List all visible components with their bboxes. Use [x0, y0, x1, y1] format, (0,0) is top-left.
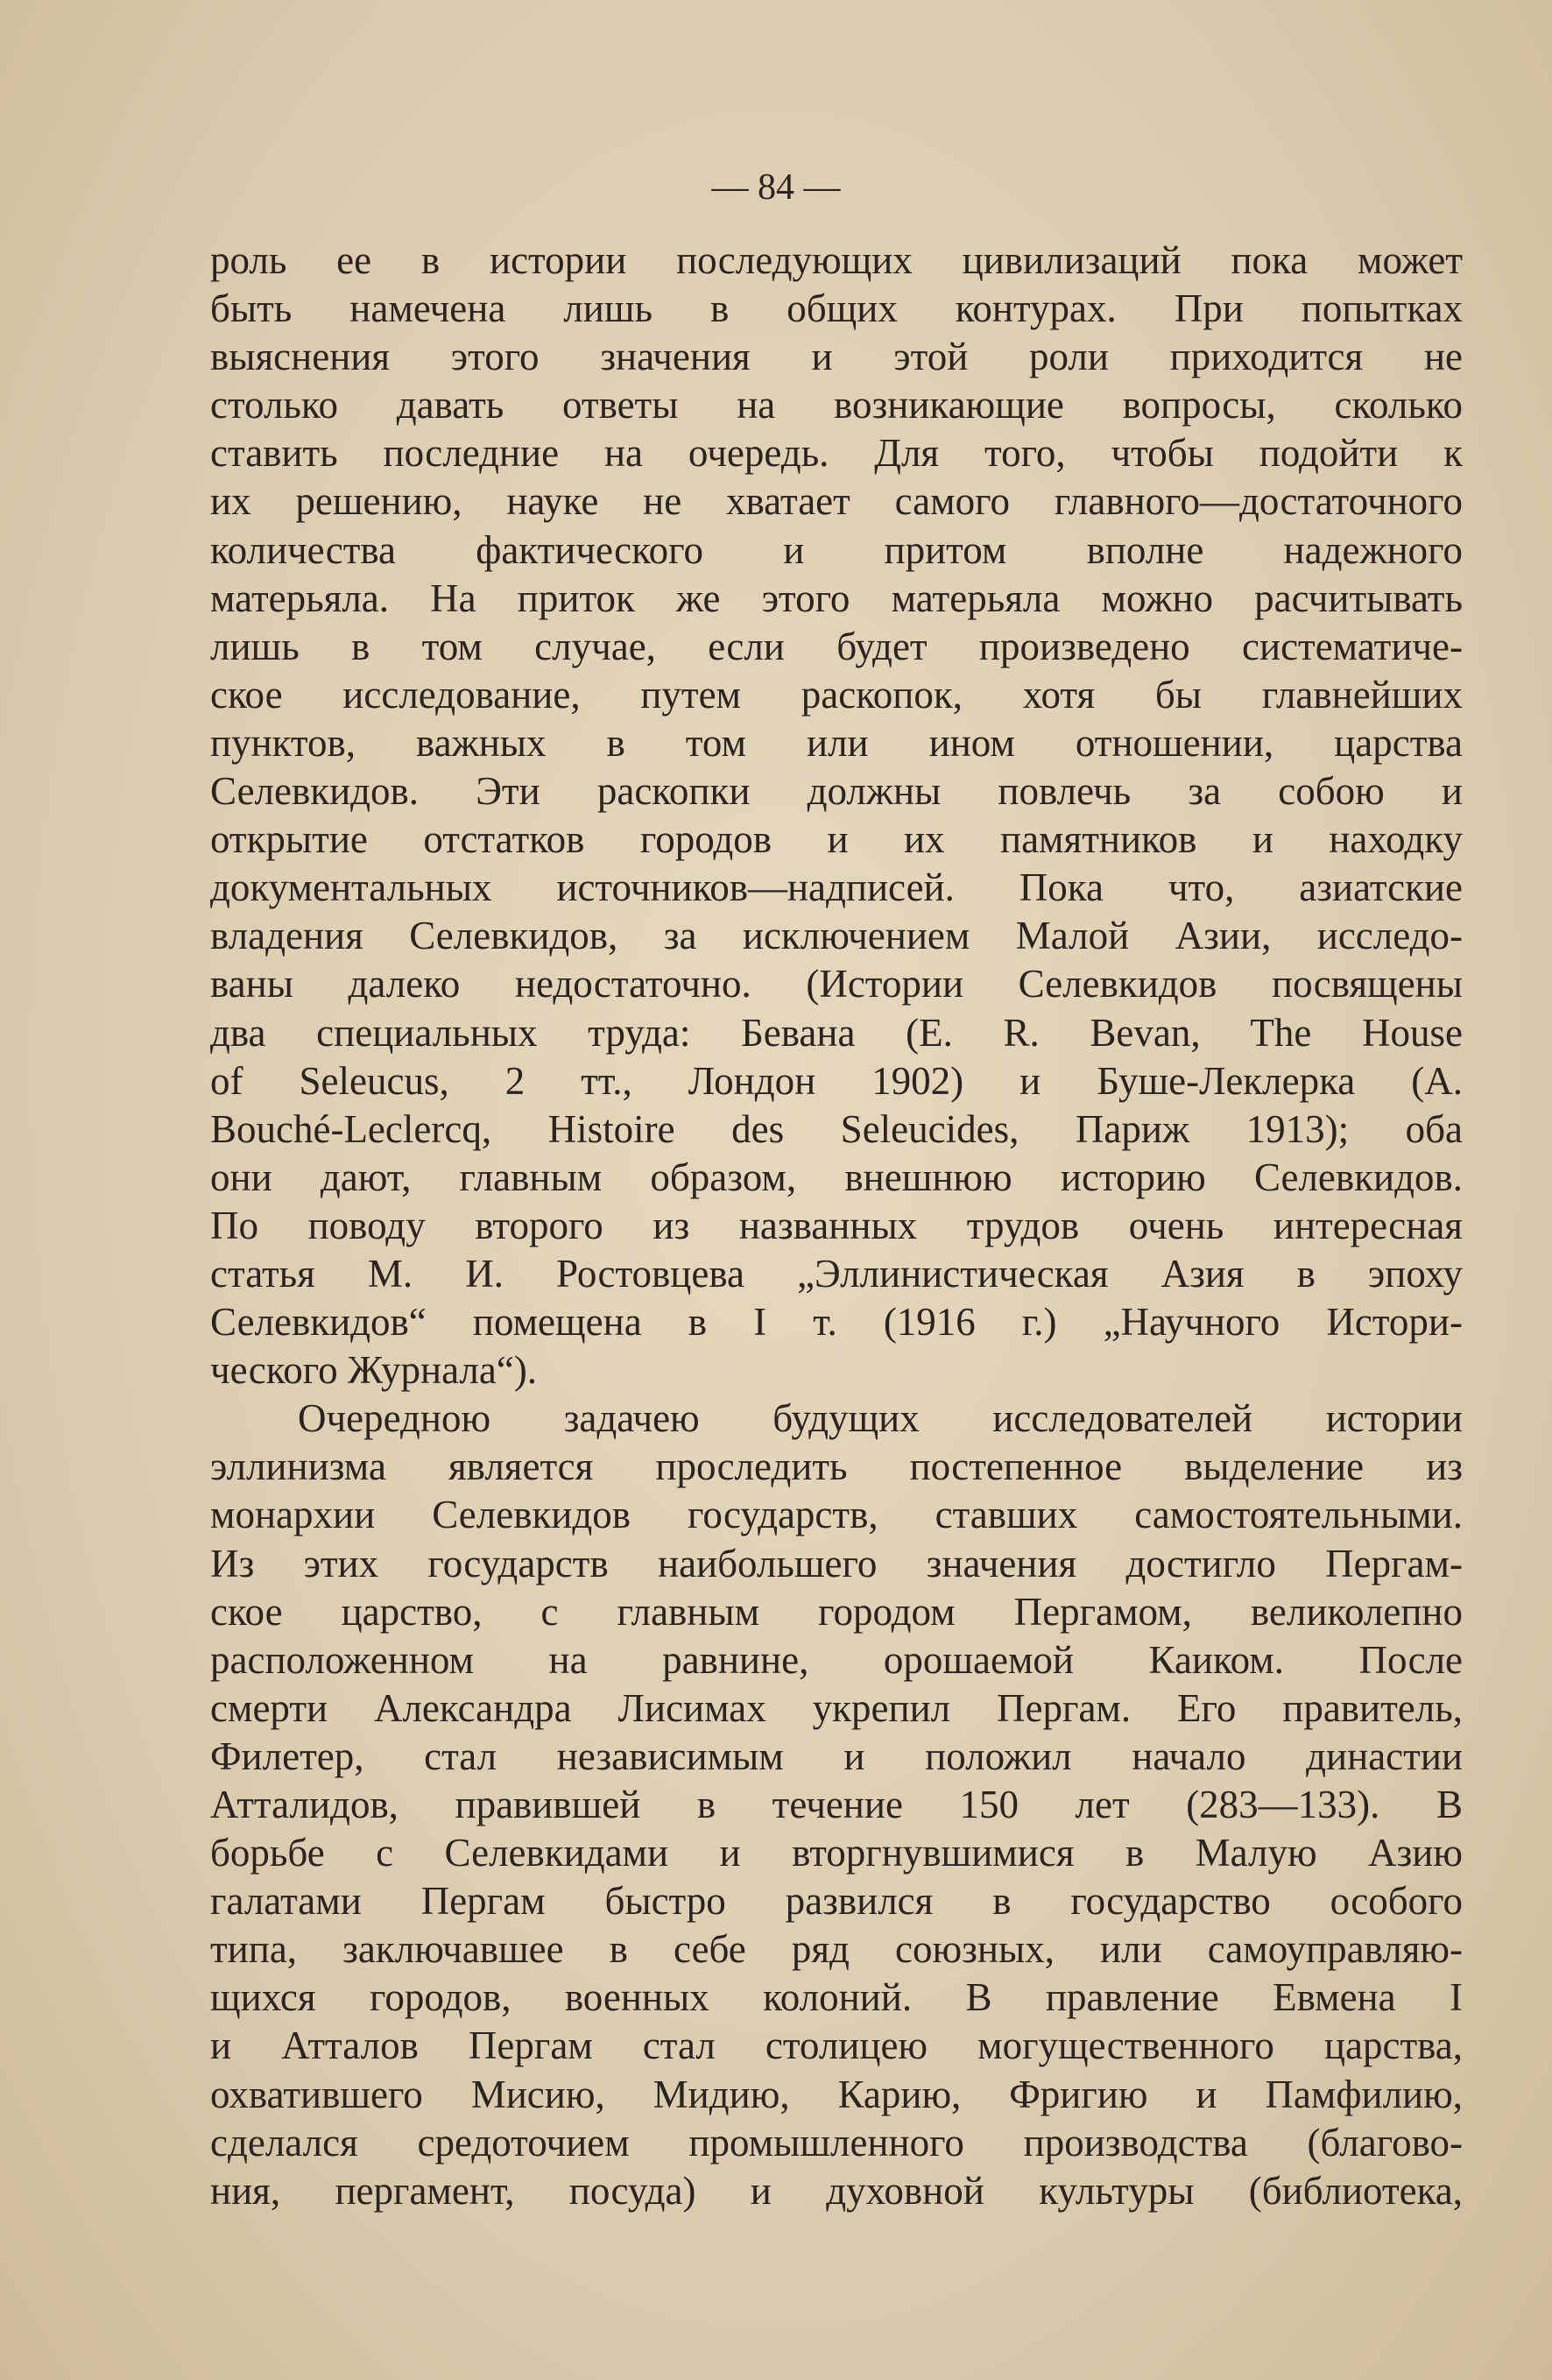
text-line: галатами Пергам быстро развился в государство особого	[210, 1879, 1463, 1924]
page-number: — 84 —	[711, 167, 841, 208]
text-line: пунктов, важных в том или ином отношении, царства	[210, 720, 1463, 765]
text-line: роль ее в истории последующих цивилизаций пока может	[210, 238, 1463, 282]
text-line: Атталидов, правившей в течение 150 лет (283—133). В	[210, 1783, 1463, 1826]
text-line: Селевкидов. Эти раскопки должны повлечь за собою и	[210, 769, 1463, 814]
text-line: их решению, науке не хватает самого главного—достаточного	[210, 479, 1463, 524]
text-line: столько давать ответы на возникающие вопросы, сколько	[210, 383, 1463, 427]
text-line: владения Селевкидов, за исключением Малой Азии, исследо-	[210, 914, 1463, 958]
text-line: статья М. И. Ростовцева „Эллинистическая Азия в эпоху	[210, 1251, 1463, 1296]
text-line: быть намечена лишь в общих контурах. При попытках	[210, 286, 1463, 331]
text-line: монархии Селевкидов государств, ставших самостоятельными.	[210, 1493, 1463, 1537]
text-line: выяснения этого значения и этой роли приходится не	[210, 335, 1463, 379]
text-line: ставить последние на очередь. Для того, чтобы подойти к	[210, 431, 1463, 476]
text-line: of Seleucus, 2 тт., Лондон 1902) и Буше-Леклерка (A.	[210, 1058, 1463, 1103]
text-line: Филетер, стал независимым и положил начало династии	[210, 1734, 1463, 1778]
text-line: смерти Александра Лисимах укрепил Пергам. Его правитель,	[210, 1685, 1463, 1730]
text-line: охватившего Мисию, Мидию, Карию, Фригию и Памфилию,	[210, 2072, 1463, 2116]
text-line: щихся городов, военных колоний. В правление Евмена I	[210, 1975, 1463, 2020]
text-line: Bouché-Leclercq, Histoire des Seleucides, Париж 1913); оба	[210, 1106, 1463, 1151]
body-text	[210, 237, 1463, 2215]
text-line: типа, заключавшее в себе ряд союзных, или самоуправляю-	[210, 1927, 1463, 1972]
text-line: сделался средоточием промышленного производства (благово-	[210, 2120, 1463, 2165]
text-line: и Атталов Пергам стал столицею могущественного царства,	[210, 2023, 1463, 2068]
text-line: лишь в том случае, если будет произведено систематиче-	[210, 624, 1463, 668]
text-line: ния, пергамент, посуда) и духовной культуры (библиотека,	[210, 2168, 1463, 2213]
text-line: ское исследование, путем раскопок, хотя бы главнейших	[210, 672, 1463, 717]
text-line: документальных источников—надписей. Пока что, азиатские	[210, 865, 1463, 910]
text-line: Очередною задачею будущих исследователей истории	[298, 1396, 1463, 1441]
text-line: Селевкидов“ помещена в I т. (1916 г.) „Научного Истори-	[210, 1300, 1463, 1345]
text-line: ваны далеко недостаточно. (Истории Селевкидов посвящены	[210, 962, 1463, 1006]
text-line: количества фактического и притом вполне надежного	[210, 527, 1463, 572]
text-line: эллинизма является проследить постепенное выделение из	[210, 1444, 1463, 1489]
text-line: борьбе с Селевкидами и вторгнувшимися в Малую Азию	[210, 1831, 1463, 1875]
text-line: ское царство, с главным городом Пергамом, великолепно	[210, 1589, 1463, 1634]
text-line: По поводу второго из названных трудов очень интересная	[210, 1203, 1463, 1247]
text-line: ческого Журнала“).	[210, 1348, 538, 1393]
text-line: расположенном на равнине, орошаемой Каиком. После	[210, 1637, 1463, 1682]
text-line: Из этих государств наибольшего значения достигло Пергам-	[210, 1541, 1463, 1585]
text-line: два специальных труда: Бевана (E. R. Bevan, The House	[210, 1010, 1463, 1055]
text-line: открытие отстатков городов и их памятников и находку	[210, 817, 1463, 862]
text-line: матерьяла. На приток же этого матерьяла можно расчитывать	[210, 576, 1463, 620]
text-line: они дают, главным образом, внешнюю историю Селевкидов.	[210, 1155, 1463, 1199]
